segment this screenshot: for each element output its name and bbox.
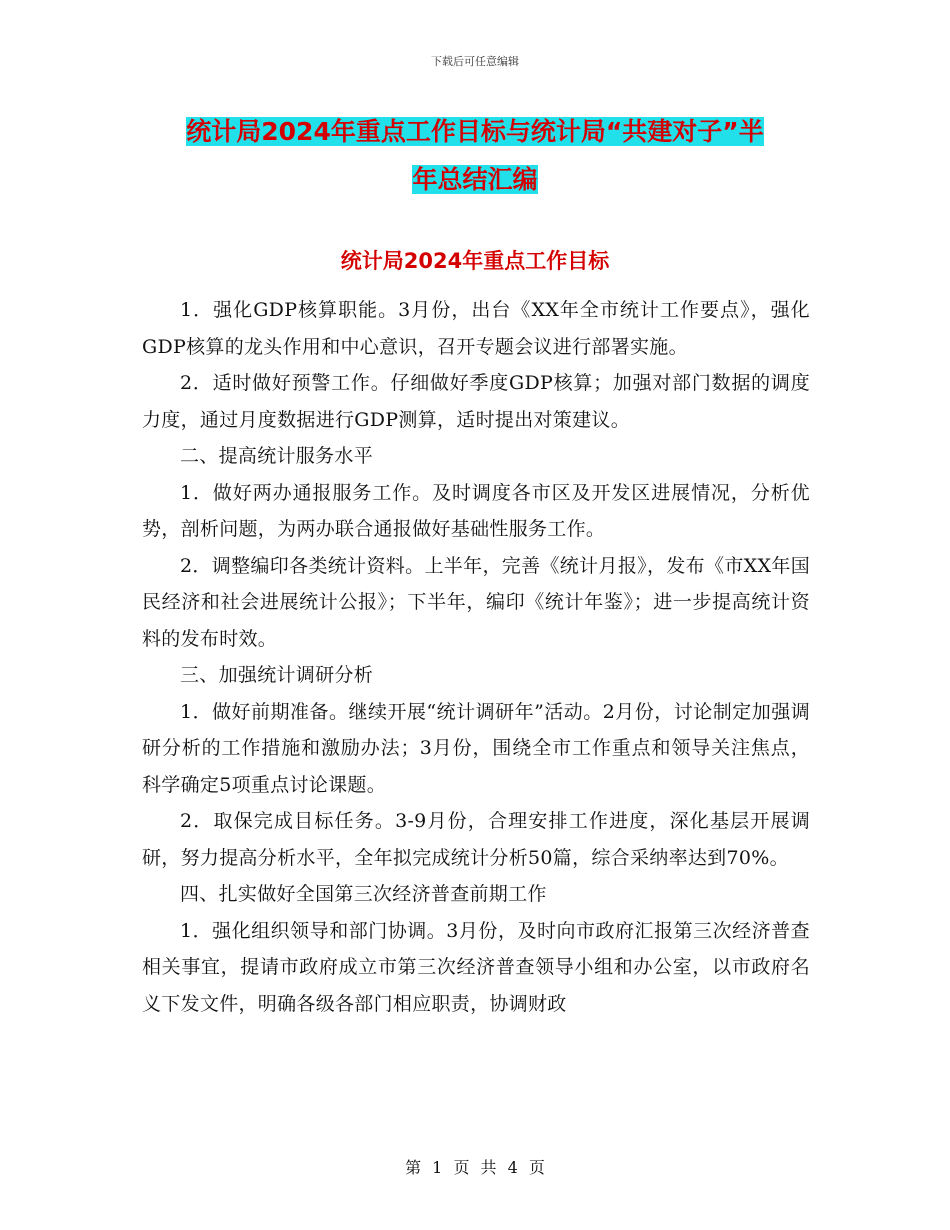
body-text	[142, 292, 810, 1022]
paragraph: 2．调整编印各类统计资料。上半年，完善《统计月报》，发布《市XX年国民经济和社会进展统计公报》；下半年，编印《统计年鉴》；进一步提高统计资料的发布时效。	[142, 554, 810, 650]
paragraph: 2．取保完成目标任务。3-9月份，合理安排工作进度，深化基层开展调研，努力提高分析水平，全年拟完成统计分析50篇，综合采纳率达到70%。	[142, 810, 810, 869]
document-title-line-2: 年总结汇编	[412, 165, 538, 194]
document-title	[130, 108, 820, 204]
paragraph: 2．适时做好预警工作。仔细做好季度GDP核算；加强对部门数据的调度力度，通过月度数据进行GDP测算，适时提出对策建议。	[142, 372, 810, 431]
paragraph: 1．强化组织领导和部门协调。3月份，及时向市政府汇报第三次经济普查相关事宜，提请市政府成立市第三次经济普查领导小组和办公室，以市政府名义下发文件，明确各级各部门相应职责，协调财政	[142, 919, 810, 1015]
document-title-line-1: 统计局2024年重点工作目标与统计局“共建对子”半	[186, 117, 764, 146]
section-heading: 四、扎实做好全国第三次经济普查前期工作	[180, 883, 547, 905]
paragraph: 1．做好两办通报服务工作。及时调度各市区及开发区进展情况，分析优势，剖析问题，为两办联合通报做好基础性服务工作。	[142, 481, 810, 540]
paragraph: 1．做好前期准备。继续开展“统计调研年”活动。2月份，讨论制定加强调研分析的工作措施和激励办法；3月份，围绕全市工作重点和领导关注焦点，科学确定5项重点讨论课题。	[142, 700, 810, 796]
section-heading: 三、加强统计调研分析	[180, 664, 374, 686]
section-title: 统计局2024年重点工作目标	[340, 249, 610, 273]
paragraph: 1．强化GDP核算职能。3月份，出台《XX年全市统计工作要点》，强化GDP核算的龙头作用和中心意识，召开专题会议进行部署实施。	[142, 299, 810, 358]
page-footer: 第 1 页 共 4 页	[405, 1158, 545, 1177]
section-heading: 二、提高统计服务水平	[180, 445, 374, 467]
header-note: 下载后可任意编辑	[431, 55, 519, 68]
